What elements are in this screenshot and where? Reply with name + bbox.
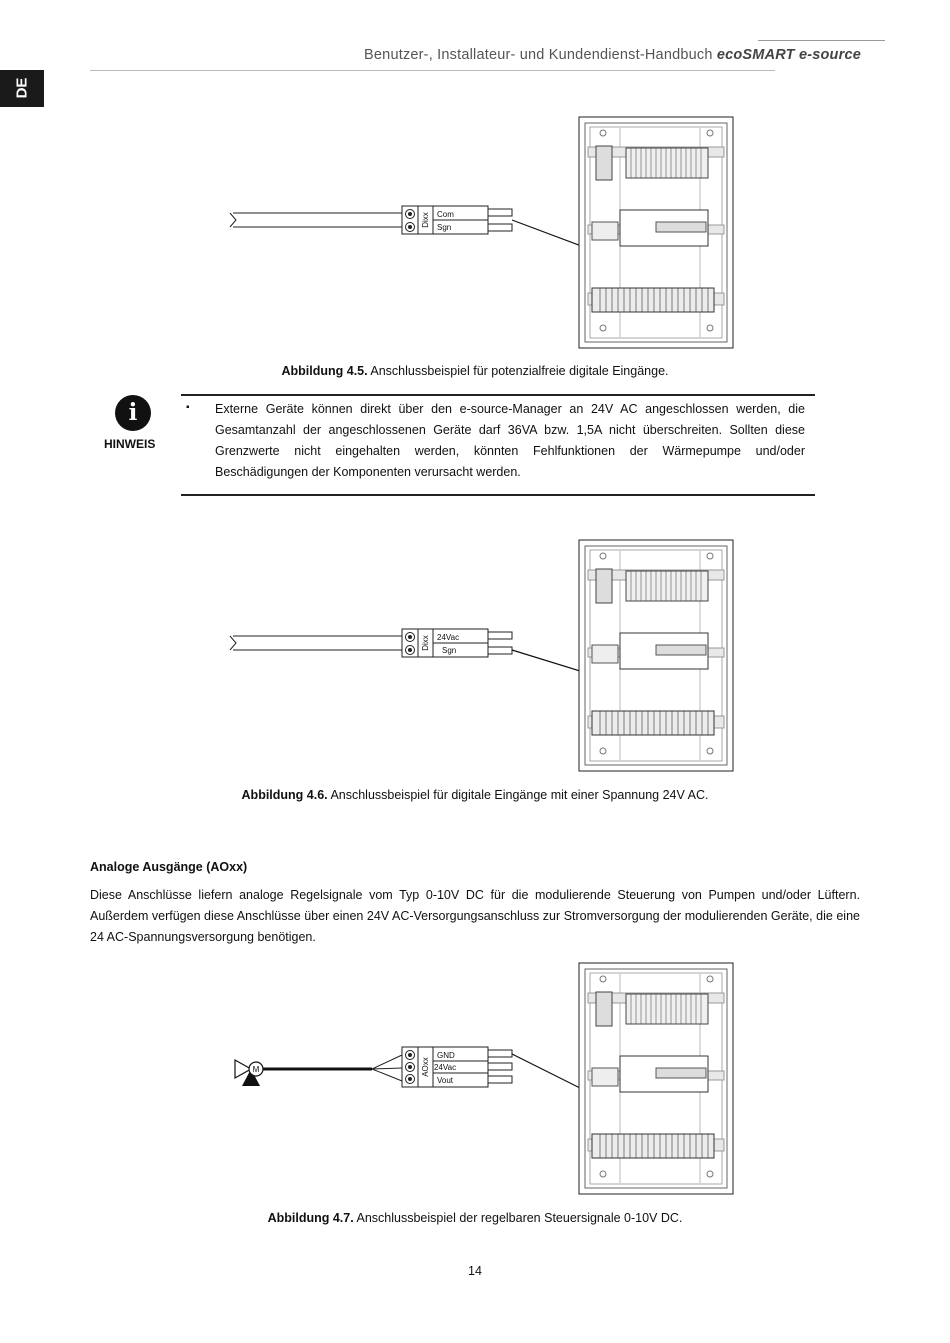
note-bullet: ▪ [186, 402, 190, 413]
figure-number: Abbildung 4.5. [281, 364, 368, 378]
figure-caption-text: Anschlussbeispiel der regelbaren Steuersignale 0-10V DC. [356, 1211, 683, 1225]
terminal-label: Com [437, 210, 454, 219]
terminal-label: Sgn [437, 223, 452, 232]
page-number: 14 [468, 1264, 482, 1278]
note-label: HINWEIS [104, 437, 156, 451]
running-header [364, 47, 861, 63]
figure-4-7-diagram [0, 956, 950, 1201]
cable [263, 1055, 402, 1081]
cable [230, 213, 402, 227]
figure-caption [0, 1211, 950, 1225]
connector-label: AOxx [421, 1057, 430, 1077]
control-cabinet [579, 117, 733, 348]
connector-label: Dixx [421, 635, 430, 651]
section-body: Diese Anschlüsse liefern analoge Regelsignale vom Typ 0-10V DC für die modulierende Steuerung von Pumpen und/oder Lüftern. Außerdem verfügen diese Anschlüsse über einen 24V AC-Versorgungsanschluss zur Stromversorgung der modulierenden Geräte, die eine 24 AC-Spannungsversorgung benötigen. [90, 888, 860, 944]
connector-block [402, 1047, 512, 1087]
figure-caption-text: Anschlussbeispiel für digitale Eingänge mit einer Spannung 24V AC. [330, 788, 709, 802]
info-icon: i [115, 395, 151, 431]
figure-caption [0, 788, 950, 802]
connector-block [402, 206, 512, 234]
valve-motor-icon [235, 1060, 263, 1086]
section-heading: Analoge Ausgänge (AOxx) [90, 860, 248, 874]
header-rule [90, 70, 775, 71]
connector-label: Dixx [421, 212, 430, 228]
terminal-label: Vout [437, 1076, 454, 1085]
header-brand: ecoSMART e-source [716, 47, 861, 63]
terminal-label: GND [437, 1051, 455, 1060]
figure-caption-text: Anschlussbeispiel für potenzialfreie digitale Eingänge. [370, 364, 669, 378]
figure-caption [0, 364, 950, 378]
terminal-label: Sgn [442, 646, 457, 655]
note-rule-bottom [181, 494, 815, 496]
language-tab [0, 70, 44, 107]
connector-block [402, 629, 512, 657]
svg-text:M: M [252, 1065, 260, 1074]
note-rule-top [181, 394, 815, 396]
control-cabinet [579, 963, 733, 1194]
figure-number: Abbildung 4.7. [267, 1211, 354, 1225]
control-cabinet [579, 540, 733, 771]
figure-4-6-diagram [0, 533, 950, 778]
terminal-label: 24Vac [437, 633, 460, 642]
header-rule-top [758, 40, 885, 41]
language-tab-label: DE [13, 77, 31, 99]
note-text: Externe Geräte können direkt über den e-source-Manager an 24V AC angeschlossen werden, die Gesamtanzahl der angeschlossenen Geräte darf 36VA bzw. 1,5A nicht überschreiten. Sollten diese Grenzwerte nicht eingehalten werden, könnten Fehlfunktionen der Wärmepumpe und/oder Beschädigungen der Komponenten verursacht werden. [215, 402, 805, 479]
cable [230, 636, 402, 650]
figure-number: Abbildung 4.6. [241, 788, 328, 802]
terminal-label: 24Vac [434, 1063, 457, 1072]
figure-4-5-diagram [0, 110, 950, 355]
header-title: Benutzer-, Installateur- und Kundendienst-Handbuch [364, 47, 713, 63]
